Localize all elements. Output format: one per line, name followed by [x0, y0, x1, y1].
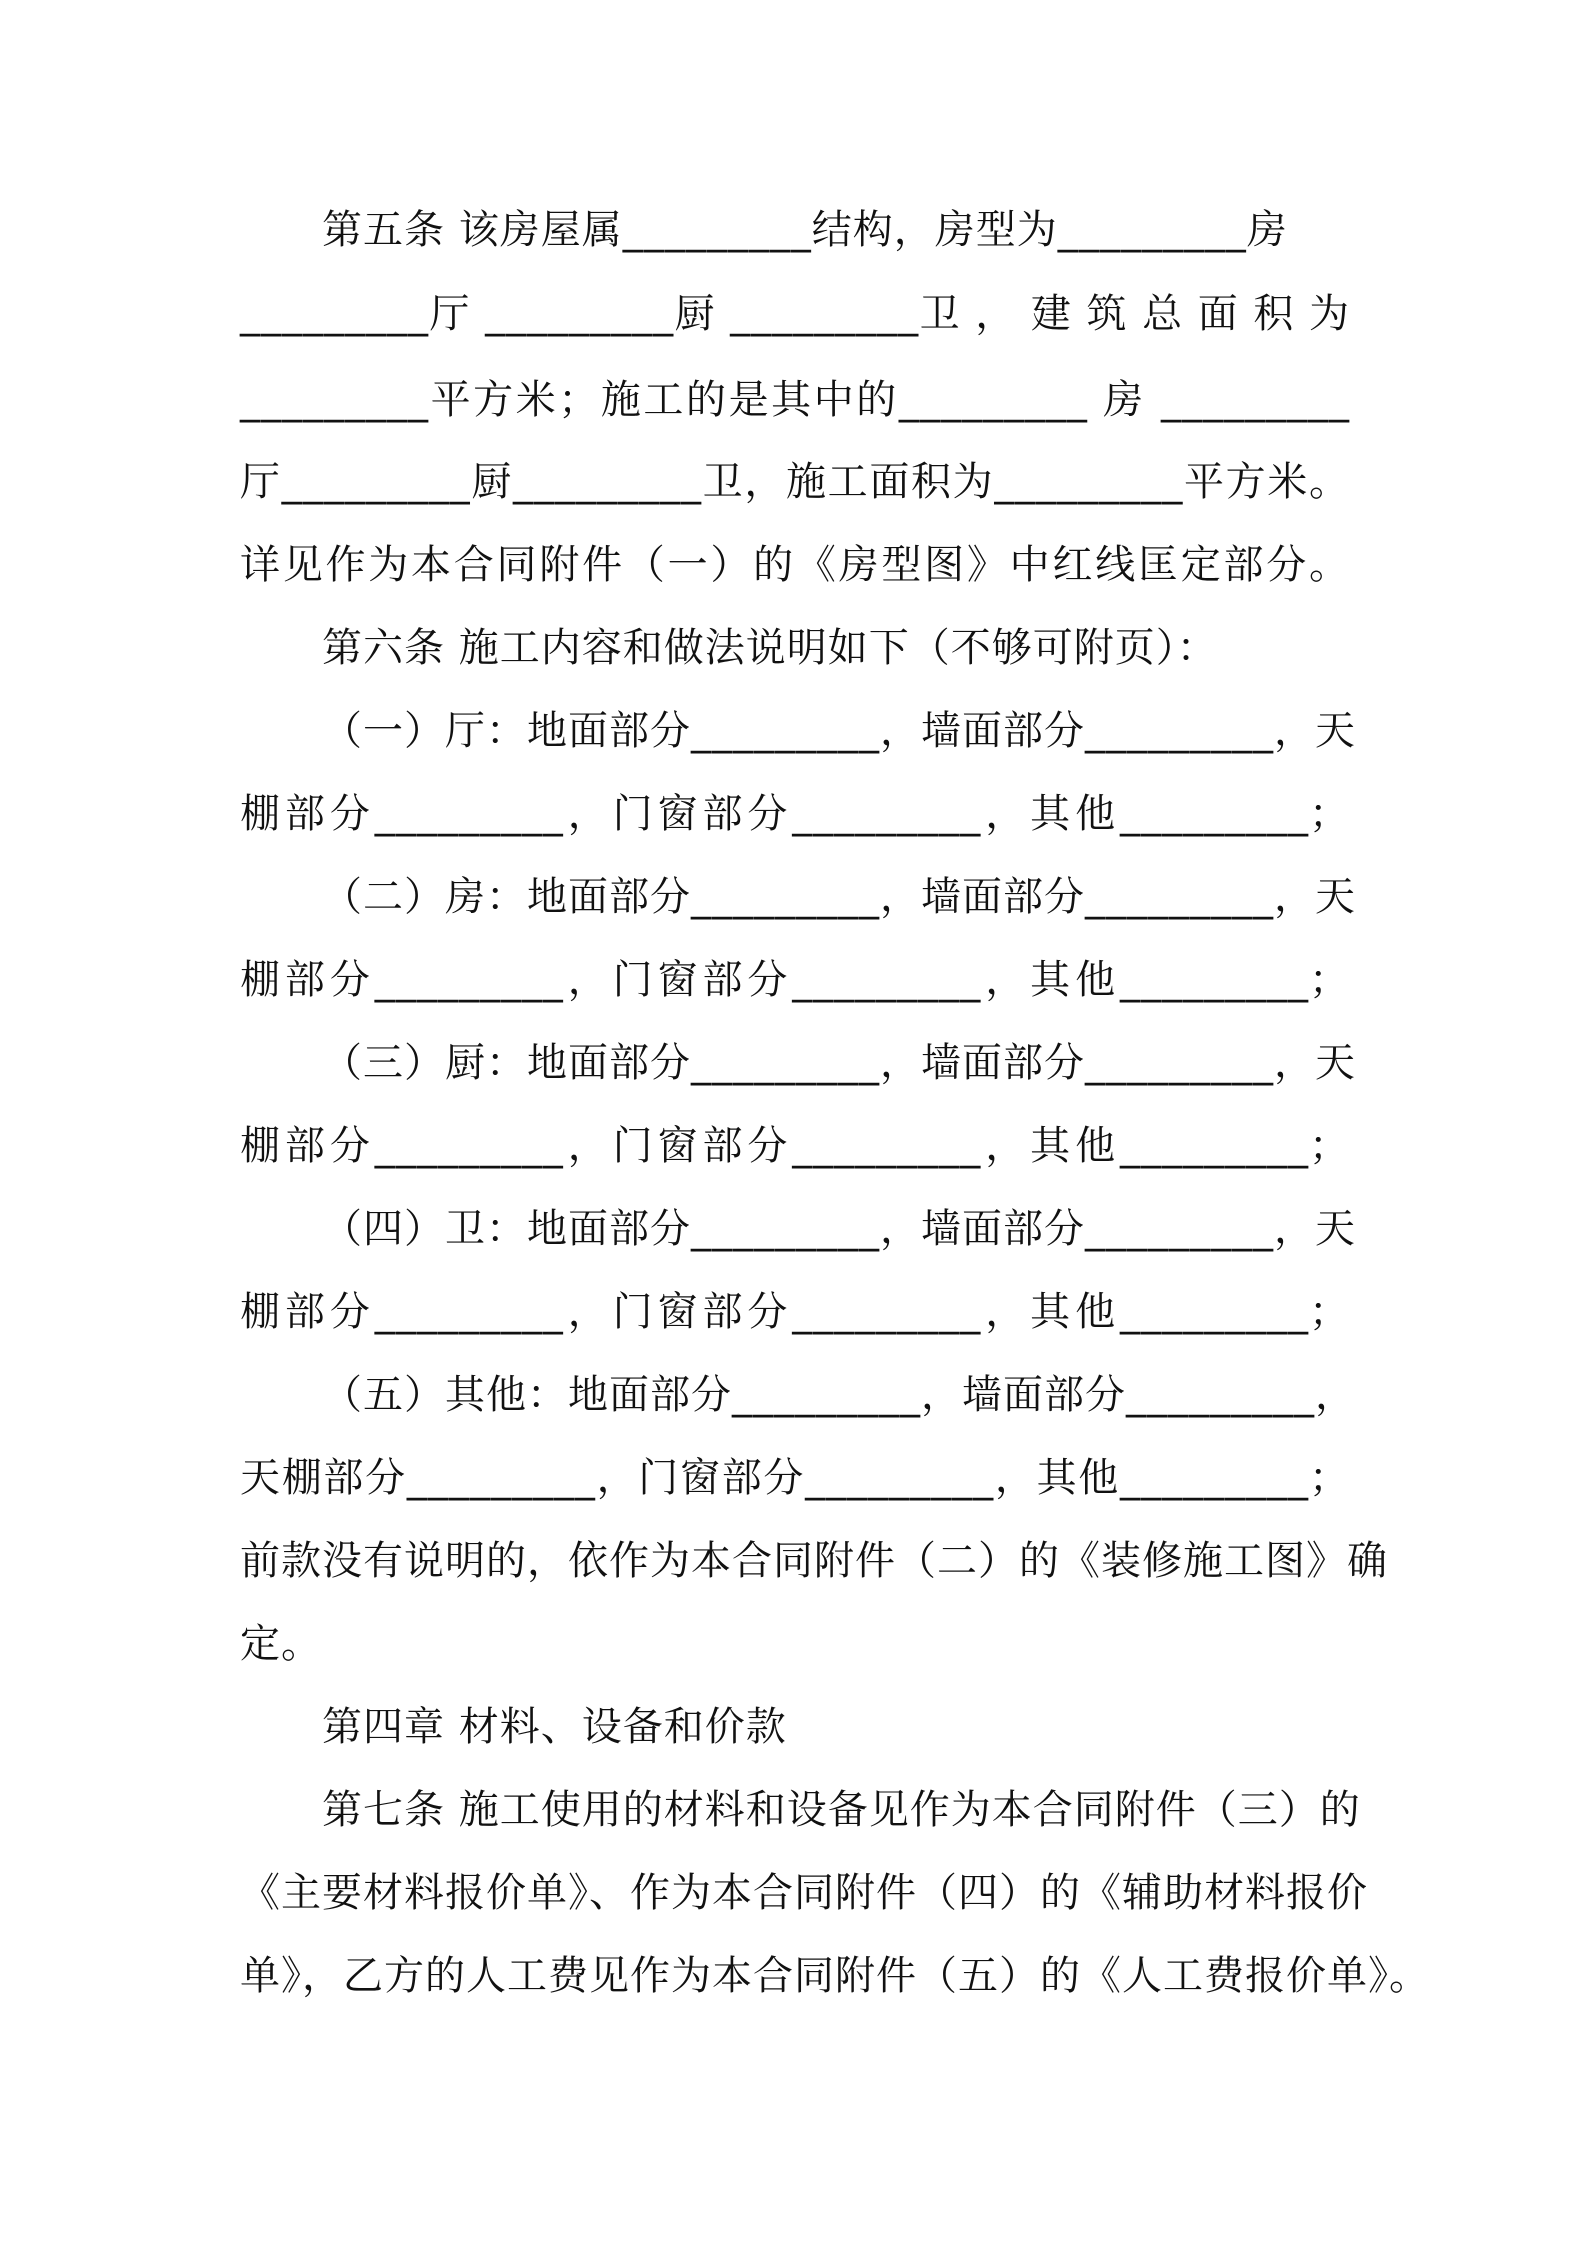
- article7-line-3: 单》，乙方的人工费见作为本合同附件（五）的《人工费报价单》。: [240, 1953, 1430, 1999]
- article6-title: 第六条 施工内容和做法说明如下（不够可附页）：: [322, 625, 1218, 671]
- chapter4-title: 第四章 材料、设备和价款: [322, 1704, 787, 1750]
- article6-note-line-1: 前款没有说明的，依作为本合同附件（二）的《装修施工图》确: [240, 1538, 1388, 1584]
- article5-line-1: 第五条 该房屋属_________结构，房型为_________房: [322, 207, 1288, 253]
- article7-line-2: 《主要材料报价单》、作为本合同附件（四）的《辅助材料报价: [240, 1870, 1368, 1916]
- article5-line-5: 详见作为本合同附件（一）的《房型图》中红线匡定部分。: [240, 542, 1350, 588]
- article6-note-line-2: 定。: [240, 1621, 322, 1667]
- article6-kitchen-line-2: 棚部分_________，门窗部分_________，其他_________；: [240, 1123, 1350, 1169]
- article5-line-4: 厅_________厨_________卫，施工面积为_________平方米。: [240, 459, 1350, 505]
- article5-line-3: _________平方米；施工的是其中的_________ 房 _________: [240, 377, 1350, 423]
- article5-line-2: _________厅 _________厨 _________卫 ， 建 筑 总 面 积 为: [240, 291, 1350, 337]
- article6-bath-line-1: （四）卫：地面部分_________，墙面部分_________，天: [322, 1206, 1356, 1252]
- article7-line-1: 第七条 施工使用的材料和设备见作为本合同附件（三）的: [322, 1787, 1361, 1833]
- article6-room-line-1: （二）房：地面部分_________，墙面部分_________，天: [322, 874, 1356, 920]
- article6-kitchen-line-1: （三）厨：地面部分_________，墙面部分_________，天: [322, 1040, 1356, 1086]
- article6-room-line-2: 棚部分_________，门窗部分_________，其他_________；: [240, 957, 1350, 1003]
- article6-hall-line-2: 棚部分_________，门窗部分_________，其他_________；: [240, 791, 1350, 837]
- article6-other-line-2: 天棚部分_________，门窗部分_________，其他_________；: [240, 1455, 1350, 1501]
- article6-other-line-1: （五）其他：地面部分_________，墙面部分_________，: [322, 1372, 1356, 1418]
- article6-bath-line-2: 棚部分_________，门窗部分_________，其他_________；: [240, 1289, 1350, 1335]
- article6-hall-line-1: （一）厅：地面部分_________，墙面部分_________，天: [322, 708, 1356, 754]
